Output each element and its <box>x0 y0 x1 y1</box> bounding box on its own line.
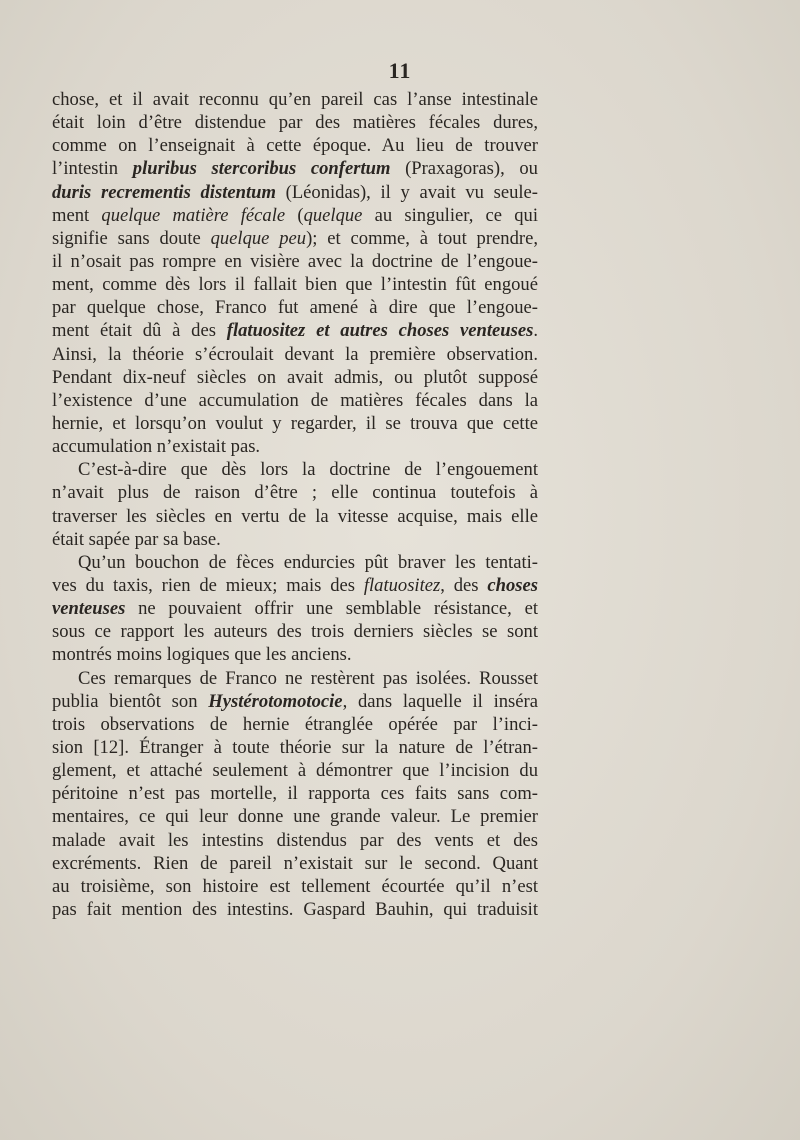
text-line <box>52 343 538 366</box>
text-segment: ( <box>285 204 304 226</box>
text-segment: excréments. Rien de pareil n’existait sur le second. Quant <box>52 852 538 874</box>
text-segment: ); et comme, à tout prendre, <box>306 227 538 249</box>
text-segment: accumulation n’existait pas. <box>52 436 261 458</box>
text-segment: était sapée par sa base. <box>52 528 221 550</box>
text-segment: signifie sans doute <box>52 227 211 249</box>
italic-text: flatuositez <box>363 574 441 596</box>
text-line <box>52 620 538 643</box>
text-line <box>52 273 538 296</box>
text-segment: sion [12]. Étranger à toute théorie sur la nature de l’étran- <box>52 736 538 758</box>
text-segment: traverser les siècles en vertu de la vitesse acquise, mais elle <box>52 505 538 527</box>
text-segment: Ainsi, la théorie s’écroulait devant la première observation. <box>52 343 538 365</box>
text-segment: mentaires, ce qui leur donne une grande valeur. Le premier <box>52 806 538 828</box>
italic-text: quelque matière fécale <box>101 204 286 226</box>
text-line <box>52 551 538 574</box>
text-segment: il n’osait pas rompre en visière avec la doctrine de l’engoue- <box>52 250 538 272</box>
text-segment: péritoine n’est pas mortelle, il rapporta ces faits sans com- <box>52 783 538 805</box>
text-segment: . <box>533 320 538 342</box>
text-line <box>52 181 538 204</box>
italic-text: flatuositez et autres choses venteuses <box>226 320 534 342</box>
italic-text: Hystérotomotocie <box>208 690 343 712</box>
text-line <box>52 736 538 759</box>
text-line <box>52 458 538 481</box>
text-line <box>52 111 538 134</box>
text-segment: n’avait plus de raison d’être ; elle continua toutefois à <box>52 482 538 504</box>
text-segment: (Praxagoras), ou <box>390 158 538 180</box>
text-segment: ment, comme dès lors il fallait bien que l’intestin fût engoué <box>52 274 538 296</box>
text-line <box>52 319 538 342</box>
text-line <box>52 597 538 620</box>
text-segment: Pendant dix-neuf siècles on avait admis, ou plutôt supposé <box>52 366 538 388</box>
text-line <box>52 829 538 852</box>
text-line <box>52 852 538 875</box>
text-segment: par quelque chose, Franco fut amené à dire que l’engoue- <box>52 297 538 319</box>
text-line <box>52 157 538 180</box>
text-line <box>52 782 538 805</box>
italic-text: choses <box>487 574 538 596</box>
text-line <box>52 435 538 458</box>
text-line <box>52 667 538 690</box>
text-segment: sous ce rapport les auteurs des trois derniers siècles se sont <box>52 621 538 643</box>
text-segment: Qu’un bouchon de fèces endurcies pût braver les tentati- <box>78 551 538 573</box>
page-number: 11 <box>388 58 412 83</box>
text-segment: l’existence d’une accumulation de matières fécales dans la <box>52 389 538 411</box>
text-line <box>52 296 538 319</box>
text-segment: , des <box>440 574 488 596</box>
text-line <box>52 412 538 435</box>
text-segment: hernie, et lorsqu’on voulut y regarder, il se trouva que cette <box>52 412 538 434</box>
text-segment: C’est-à-dire que dès lors la doctrine de l’engouement <box>78 459 538 481</box>
text-line <box>52 505 538 528</box>
text-segment: Ces remarques de Franco ne restèrent pas isolées. Rousset <box>78 667 538 689</box>
text-segment: l’intestin <box>52 158 133 180</box>
text-line <box>52 227 538 250</box>
text-line <box>52 805 538 828</box>
text-line <box>52 875 538 898</box>
body-text <box>52 88 538 921</box>
text-line <box>52 204 538 227</box>
text-segment: chose, et il avait reconnu qu’en pareil cas l’anse intestinale <box>52 89 538 110</box>
text-line <box>52 389 538 412</box>
text-line <box>52 88 538 111</box>
text-segment: montrés moins logiques que les anciens. <box>52 644 352 666</box>
text-line <box>52 759 538 782</box>
text-segment: glement, et attaché seulement à démontrer que l’incision du <box>52 760 538 782</box>
text-line <box>52 250 538 273</box>
italic-text: quelque peu <box>210 227 307 249</box>
text-segment: pas fait mention des intestins. Gaspard Bauhin, qui traduisit <box>52 898 538 920</box>
text-segment: au troisième, son histoire est tellement écourtée qu’il n’est <box>52 875 538 897</box>
text-line <box>52 690 538 713</box>
italic-text: pluribus stercoribus confertum <box>132 158 391 180</box>
italic-text: duris recrementis distentum <box>52 181 276 203</box>
text-segment: comme on l’enseignait à cette époque. Au lieu de trouver <box>52 135 538 157</box>
text-line <box>52 528 538 551</box>
text-line <box>52 643 538 666</box>
text-line <box>52 481 538 504</box>
text-segment: malade avait les intestins distendus par des vents et des <box>52 829 538 851</box>
text-segment: trois observations de hernie étranglée opérée par l’inci- <box>52 713 538 735</box>
text-line <box>52 713 538 736</box>
text-line <box>52 898 538 921</box>
text-segment: ves du taxis, rien de mieux; mais des <box>52 574 364 596</box>
text-line <box>52 134 538 157</box>
text-segment: au singulier, ce qui <box>362 204 539 226</box>
italic-text: quelque <box>303 204 363 226</box>
text-segment: , dans laquelle il inséra <box>342 690 538 712</box>
text-segment: (Léonidas), il y avait vu seule- <box>275 181 538 203</box>
text-segment: ne pouvaient offrir une semblable résistance, et <box>125 598 538 620</box>
text-line <box>52 574 538 597</box>
text-segment: ment <box>52 204 102 226</box>
text-segment: ment était dû à des <box>52 320 227 342</box>
text-segment: était loin d’être distendue par des matières fécales dures, <box>52 112 538 134</box>
text-segment: publia bientôt son <box>52 690 209 712</box>
text-line <box>52 366 538 389</box>
italic-text: venteuses <box>52 598 126 620</box>
